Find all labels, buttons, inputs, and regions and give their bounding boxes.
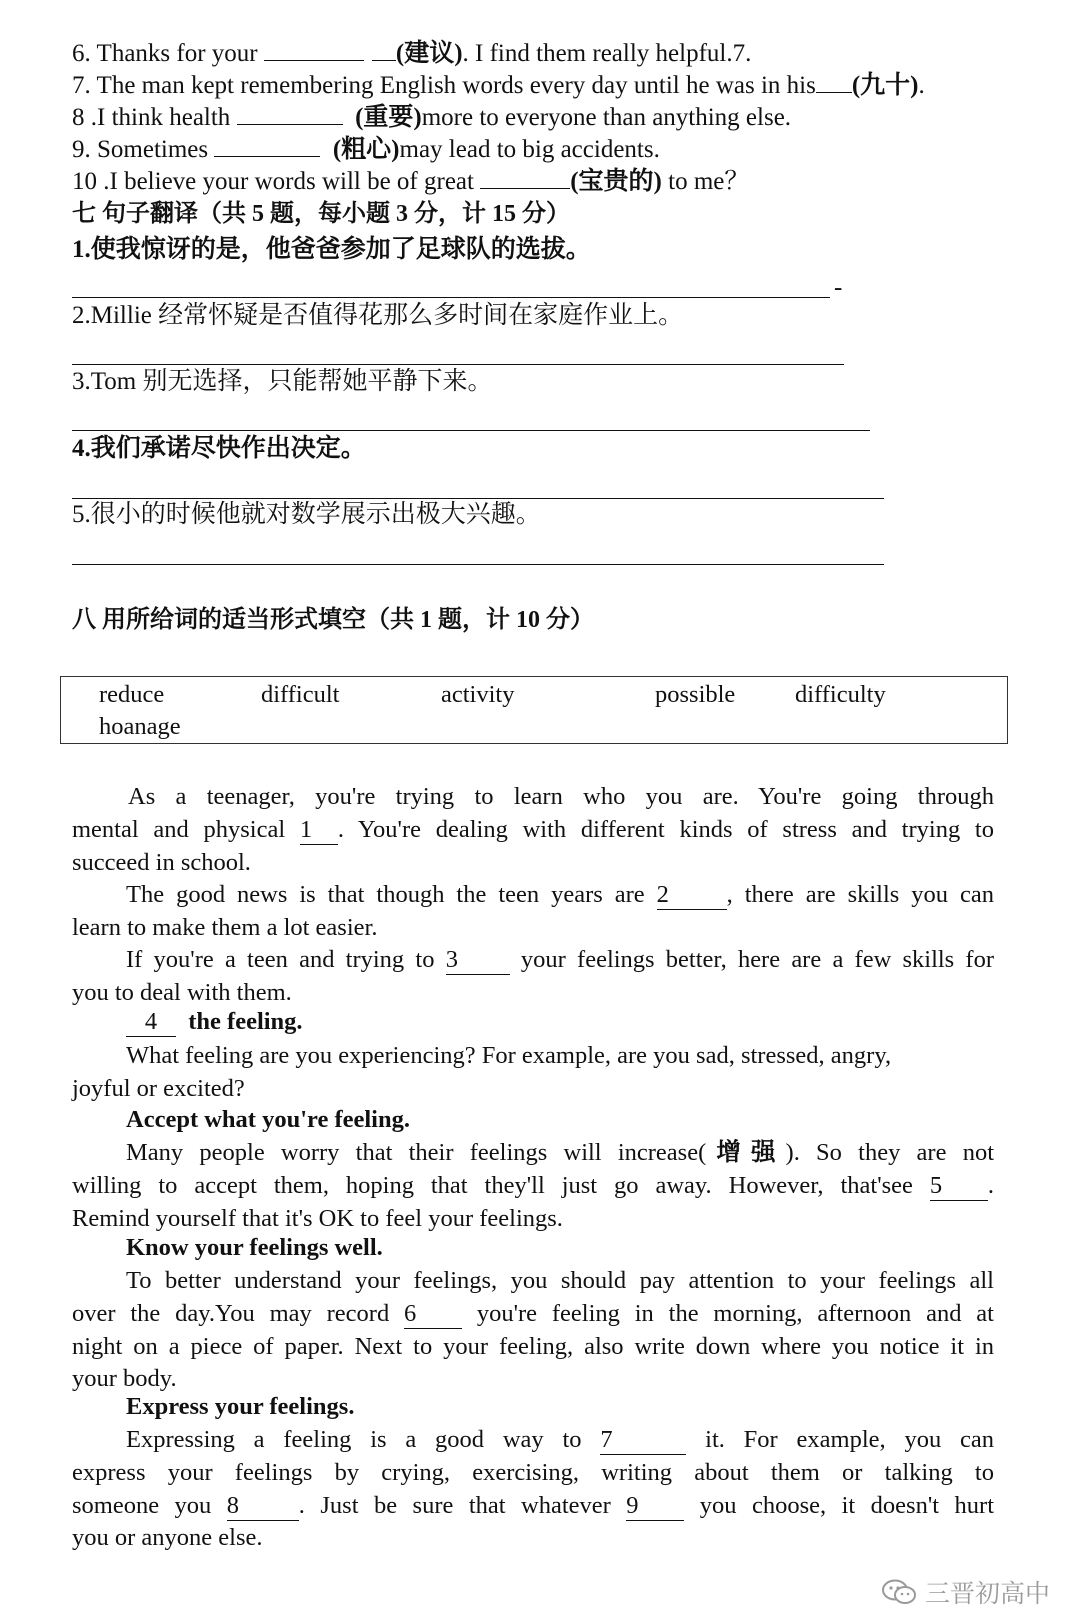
translation-4: 4.我们承诺尽快作出决定。 — [72, 435, 366, 462]
subheading-express: Express your feelings. — [126, 1393, 355, 1420]
section-7-title: 七 句子翻译（共 5 题，每小题 3 分，计 15 分） — [72, 201, 570, 227]
blank-number: 5 — [930, 1172, 988, 1201]
passage-paragraph-5: Many people worry that their feelings will increase(增强). So they are not willing to accept them, hoping that they'll just go away. However, that'see 5 . Remind yourself that it's OK to feel your feelings. — [72, 1139, 994, 1232]
subheading-know: Know your feelings well. — [126, 1234, 383, 1261]
blank-number: 8 — [227, 1492, 299, 1521]
answer-line — [72, 564, 884, 565]
translation-1: 1.使我惊讶的是，他爸爸参加了足球队的选拔。 — [72, 236, 591, 263]
translation-5: 5.很小的时候他就对数学展示出极大兴趣。 — [72, 501, 541, 528]
subheading-4: 4 the feeling. — [126, 1008, 303, 1037]
subheading-accept: Accept what you're feeling. — [126, 1106, 410, 1133]
word-bank-item: possible — [655, 681, 736, 708]
watermark: 三晋初高中 — [881, 1574, 1050, 1610]
blank-number: 2 — [657, 881, 727, 910]
blank — [214, 132, 320, 157]
blank-number: 6 — [404, 1300, 462, 1329]
wechat-icon — [881, 1579, 917, 1605]
word-bank — [60, 676, 1008, 744]
passage-paragraph-7: Expressing a feeling is a good way to 7 it. For example, you can express your feelings by crying, exercising, writing about them or talking to someone you 8 . Just be sure that whatever 9 you choose, it doesn't hurt you or anyone else. — [72, 1426, 994, 1552]
translation-2: 2.Millie 经常怀疑是否值得花那么多时间在家庭作业上。 — [72, 302, 684, 329]
word-bank-item: hoanage — [99, 713, 181, 740]
blank — [372, 36, 396, 61]
answer-line — [72, 364, 844, 365]
question-8: 8 .I think health (重要)more to everyone than anything else. — [72, 100, 791, 134]
blank-number: 9 — [626, 1492, 684, 1521]
question-9: 9. Sometimes (粗心)may lead to big accidents. — [72, 132, 660, 166]
word-bank-item: difficulty — [795, 681, 886, 708]
question-6: 6. Thanks for your (建议). I find them really helpful.7. — [72, 36, 751, 70]
blank — [237, 100, 343, 125]
word-bank-item: difficult — [261, 681, 340, 708]
passage-paragraph-6: To better understand your feelings, you should pay attention to your feelings all over the day.You may record 6 you're feeling in the morning, afternoon and at night on a piece of paper. Next to your feeling, also write down where you notice it in your body. — [72, 1267, 994, 1393]
blank — [816, 68, 852, 93]
blank-number: 4 — [126, 1008, 176, 1037]
passage-paragraph-2: The good news is that though the teen years are 2 , there are skills you can learn to make them a lot easier. — [72, 881, 995, 941]
answer-line — [72, 430, 870, 431]
section-8-title: 八 用所给词的适当形式填空（共 1 题，计 10 分） — [72, 607, 594, 633]
word-bank-item: activity — [441, 681, 515, 708]
blank — [480, 164, 570, 189]
question-7: 7. The man kept remembering English words every day until he was in his (九十). — [72, 68, 925, 102]
answer-line — [72, 297, 830, 298]
passage-paragraph-1: As a teenager, you're trying to learn who you are. You're going through mental and physical 1 . You're dealing with different kinds of stress and trying to succeed in school. — [72, 783, 994, 876]
passage-paragraph-4: What feeling are you experiencing? For example, are you sad, stressed, angry, joyful or excited? — [72, 1042, 892, 1102]
blank-number: 7 — [600, 1426, 686, 1455]
trailing-dash: - — [834, 274, 843, 301]
passage-paragraph-3: If you're a teen and trying to 3 your feelings better, here are a few skills for you to deal with them. — [72, 946, 994, 1006]
word-bank-item: reduce — [99, 681, 165, 708]
question-10: 10 .I believe your words will be of great (宝贵的) to me？ — [72, 164, 749, 198]
blank-number: 1 — [300, 816, 338, 845]
blank — [264, 36, 364, 61]
blank-number: 3 — [446, 946, 510, 975]
translation-3: 3.Tom 别无选择，只能帮她平静下来。 — [72, 368, 493, 395]
